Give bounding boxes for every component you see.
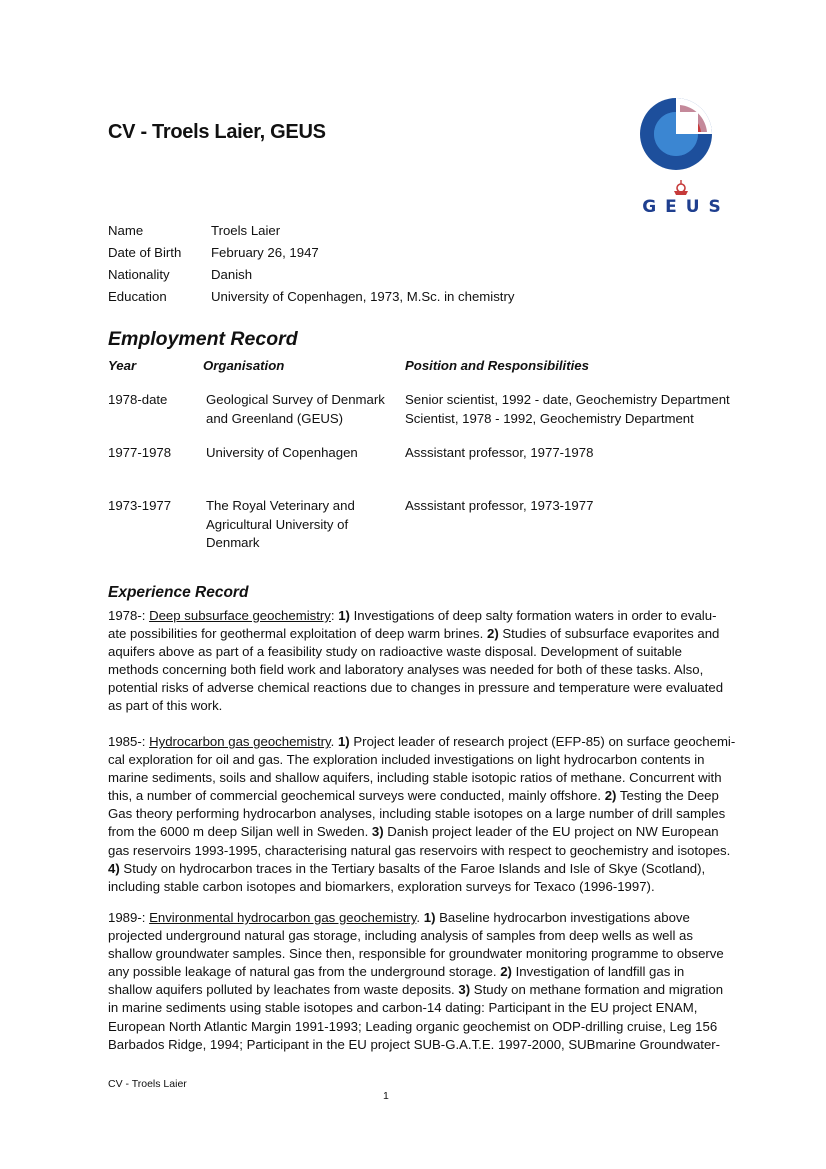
page-title: CV - Troels Laier, GEUS bbox=[108, 121, 326, 143]
employment-organisation: University of Copenhagen bbox=[206, 445, 358, 460]
position-line: Asssistant professor, 1973-1977 bbox=[405, 498, 594, 513]
employment-year: 1978-date bbox=[108, 392, 168, 407]
employment-heading: Employment Record bbox=[108, 328, 298, 350]
line-text: Baseline hydrocarbon investigations above bbox=[439, 910, 690, 925]
geus-emblem-icon bbox=[636, 96, 728, 196]
position-line: Scientist, 1978 - 1992, Geochemistry Department bbox=[405, 410, 694, 426]
experience-paragraph bbox=[108, 733, 742, 896]
paragraph-line: 4) Study on hydrocarbon traces in the Tertiary basalts of the Faroe Islands and Isle of Skye (Scotland), bbox=[108, 860, 706, 876]
info-value: University of Copenhagen, 1973, M.Sc. in chemistry bbox=[211, 289, 515, 304]
logo-wordmark: GEUS bbox=[642, 197, 730, 217]
column-header-organisation: Organisation bbox=[203, 358, 285, 373]
period: 1978-: bbox=[108, 608, 146, 623]
info-label: Education bbox=[108, 289, 167, 304]
column-header-year: Year bbox=[108, 358, 137, 373]
paragraph-line: Gas theory performing hydrocarbon analyses, including stable isotopes on a large number of drill samples bbox=[108, 806, 726, 822]
paragraph-line: marine sediments, soils and shallow aquifers, including stable isotopic ratios of methane. Concurrent with bbox=[108, 770, 722, 786]
paragraph-line: Barbados Ridge, 1994; Participant in the EU project SUB-G.A.T.E. 1997-2000, SUBmarine Groundwater- bbox=[108, 1036, 721, 1052]
paragraph-line: any possible leakage of natural gas from the underground storage. 2) Investigation of landfill gas in bbox=[108, 964, 685, 980]
period: 1989-: bbox=[108, 910, 146, 925]
paragraph-line: 1978-: Deep subsurface geochemistry: 1) Investigations of deep salty formation waters in order to evalu- bbox=[108, 608, 717, 623]
paragraph-line: 1989-: Environmental hydrocarbon gas geochemistry. 1) Baseline hydrocarbon investigations above bbox=[108, 910, 690, 925]
info-value: February 26, 1947 bbox=[211, 245, 319, 260]
topic-punct: . bbox=[416, 910, 421, 925]
page-number: 1 bbox=[383, 1090, 389, 1102]
employment-year: 1977-1978 bbox=[108, 445, 172, 460]
paragraph-line: in marine sediments using stable isotopes and carbon-14 dating: Participant in the EU project ENAM, bbox=[108, 1000, 698, 1016]
paragraph-line: methods concerning both field work and laboratory analyses was needed for both of these tasks. Also, bbox=[108, 662, 704, 678]
topic-punct: . bbox=[330, 734, 335, 749]
paragraph-line: from the 6000 m deep Siljan well in Sweden. 3) Danish project leader of the EU project on NW European bbox=[108, 824, 719, 840]
line-text: Project leader of research project (EFP-85) on surface geochemi- bbox=[353, 734, 736, 749]
position-line: Asssistant professor, 1977-1978 bbox=[405, 445, 594, 460]
paragraph-line: ate possibilities for geothermal exploitation of deep warm brines. 2) Studies of subsurface evaporites and bbox=[108, 626, 720, 642]
employment-organisation: The Royal Veterinary and Agricultural University of Denmark bbox=[206, 498, 355, 550]
experience-heading: Experience Record bbox=[108, 584, 249, 601]
paragraph-line: European North Atlantic Margin 1991-1993; Leading organic geochemist on ODP-drilling cruise, Leg 156 bbox=[108, 1018, 718, 1034]
info-label: Nationality bbox=[108, 267, 170, 282]
geus-logo bbox=[636, 96, 728, 218]
paragraph-line: potential risks of adverse chemical reactions due to changes in pressure and temperature were evaluated bbox=[108, 680, 724, 696]
employment-position bbox=[405, 444, 735, 463]
info-label: Name bbox=[108, 223, 144, 238]
paragraph-line: 1985-: Hydrocarbon gas geochemistry. 1) Project leader of research project (EFP-85) on surface geochemi- bbox=[108, 734, 736, 749]
paragraph-line: as part of this work. bbox=[108, 698, 223, 714]
experience-paragraph bbox=[108, 909, 742, 1054]
topic: Hydrocarbon gas geochemistry bbox=[149, 734, 331, 749]
paragraph-line: shallow groundwater samples. Since then, responsible for groundwater monitoring programme to observe bbox=[108, 946, 724, 962]
topic: Environmental hydrocarbon gas geochemistry bbox=[149, 910, 417, 925]
experience-paragraph bbox=[108, 607, 742, 716]
paragraph-line: including stable carbon isotopes and biomarkers, exploration surveys for Texaco (1996-1997). bbox=[108, 878, 655, 894]
line-text: Investigations of deep salty formation waters in order to evalu- bbox=[353, 608, 717, 623]
paragraph-line: shallow aquifers polluted by leachates from waste deposits. 3) Study on methane formation and migration bbox=[108, 982, 724, 998]
info-label: Date of Birth bbox=[108, 245, 182, 260]
paragraph-line: gas reservoirs 1993-1995, characterising natural gas reservoirs with respect to geochemistry and isotopes. bbox=[108, 842, 731, 858]
employment-year: 1973-1977 bbox=[108, 498, 172, 513]
paragraph-line: cal exploration for oil and gas. The exploration included investigations on light hydrocarbon contents in bbox=[108, 752, 705, 768]
topic: Deep subsurface geochemistry bbox=[149, 608, 331, 623]
column-header-position: Position and Responsibilities bbox=[405, 358, 589, 373]
period: 1985-: bbox=[108, 734, 146, 749]
footer-text: CV - Troels Laier bbox=[108, 1078, 187, 1090]
paragraph-line: projected underground natural gas storage, including analysis of samples from deep wells as well as bbox=[108, 928, 693, 944]
paragraph-line: aquifers above as part of a feasibility study on radioactive waste disposal. Development of suitable bbox=[108, 644, 682, 660]
topic-punct: : bbox=[330, 608, 335, 623]
info-value: Danish bbox=[211, 267, 253, 282]
info-value: Troels Laier bbox=[211, 223, 281, 238]
employment-position bbox=[405, 391, 735, 428]
position-line: Senior scientist, 1992 - date, Geochemistry Department bbox=[405, 392, 730, 407]
employment-organisation: Geological Survey of Denmark and Greenland (GEUS) bbox=[206, 392, 385, 426]
paragraph-line: this, a number of commercial geochemical surveys were conducted, mainly offshore. 2) Testing the Deep bbox=[108, 788, 719, 804]
employment-position bbox=[405, 497, 735, 516]
